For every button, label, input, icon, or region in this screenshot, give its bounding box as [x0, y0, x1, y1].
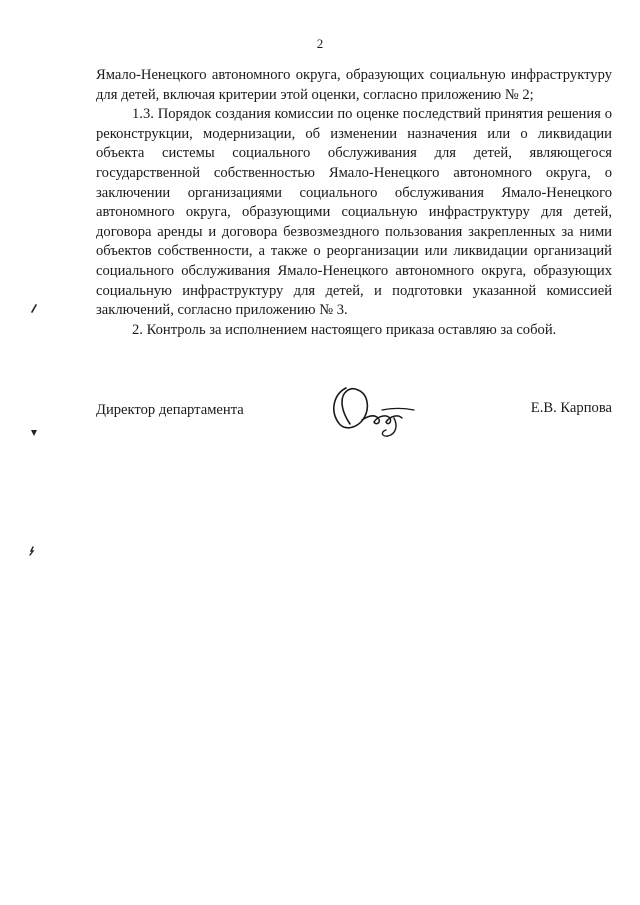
paragraph-item-2: 2. Контроль за исполнением настоящего приказа оставляю за собой.: [132, 321, 557, 338]
scan-mark: [28, 546, 36, 556]
signature-block: [96, 380, 612, 440]
document-body: [96, 66, 612, 340]
scan-mark: [30, 428, 38, 438]
handwritten-signature: [328, 380, 418, 440]
signatory-name: Е.В. Карпова: [530, 400, 612, 416]
paragraph-continuation: Ямало-Ненецкого автономного округа, образующих социальную инфраструктуру для детей, включая критерии этой оценки, согласно приложению № 2;: [96, 67, 612, 103]
paragraph-item-1-3: 1.3. Порядок создания комиссии по оценке последствий принятия решения о реконструкции, модернизации, об изменении назначения или о ликвидации объекта системы социального обслуживания для детей, являющегося государственной собственностью Ямало-Ненецкого автономного округа, о заключении организациями социального обслуживания Ямало-Ненецкого автономного округа, образующими социальную инфраструктуру для детей, договора аренды и договора безвозмездного пользования закрепленных за ними объектов собственности, а также о реорганизации или ликвидации организаций социального обслуживания Ямало-Ненецкого автономного округа, образующих социальную инфраструктуру для детей, и подготовки указанной комиссией заключений, согласно приложению № 3.: [96, 106, 612, 319]
scan-mark: [30, 304, 38, 314]
page-number: 2: [316, 36, 324, 51]
signatory-title: Директор департамента: [96, 402, 244, 418]
